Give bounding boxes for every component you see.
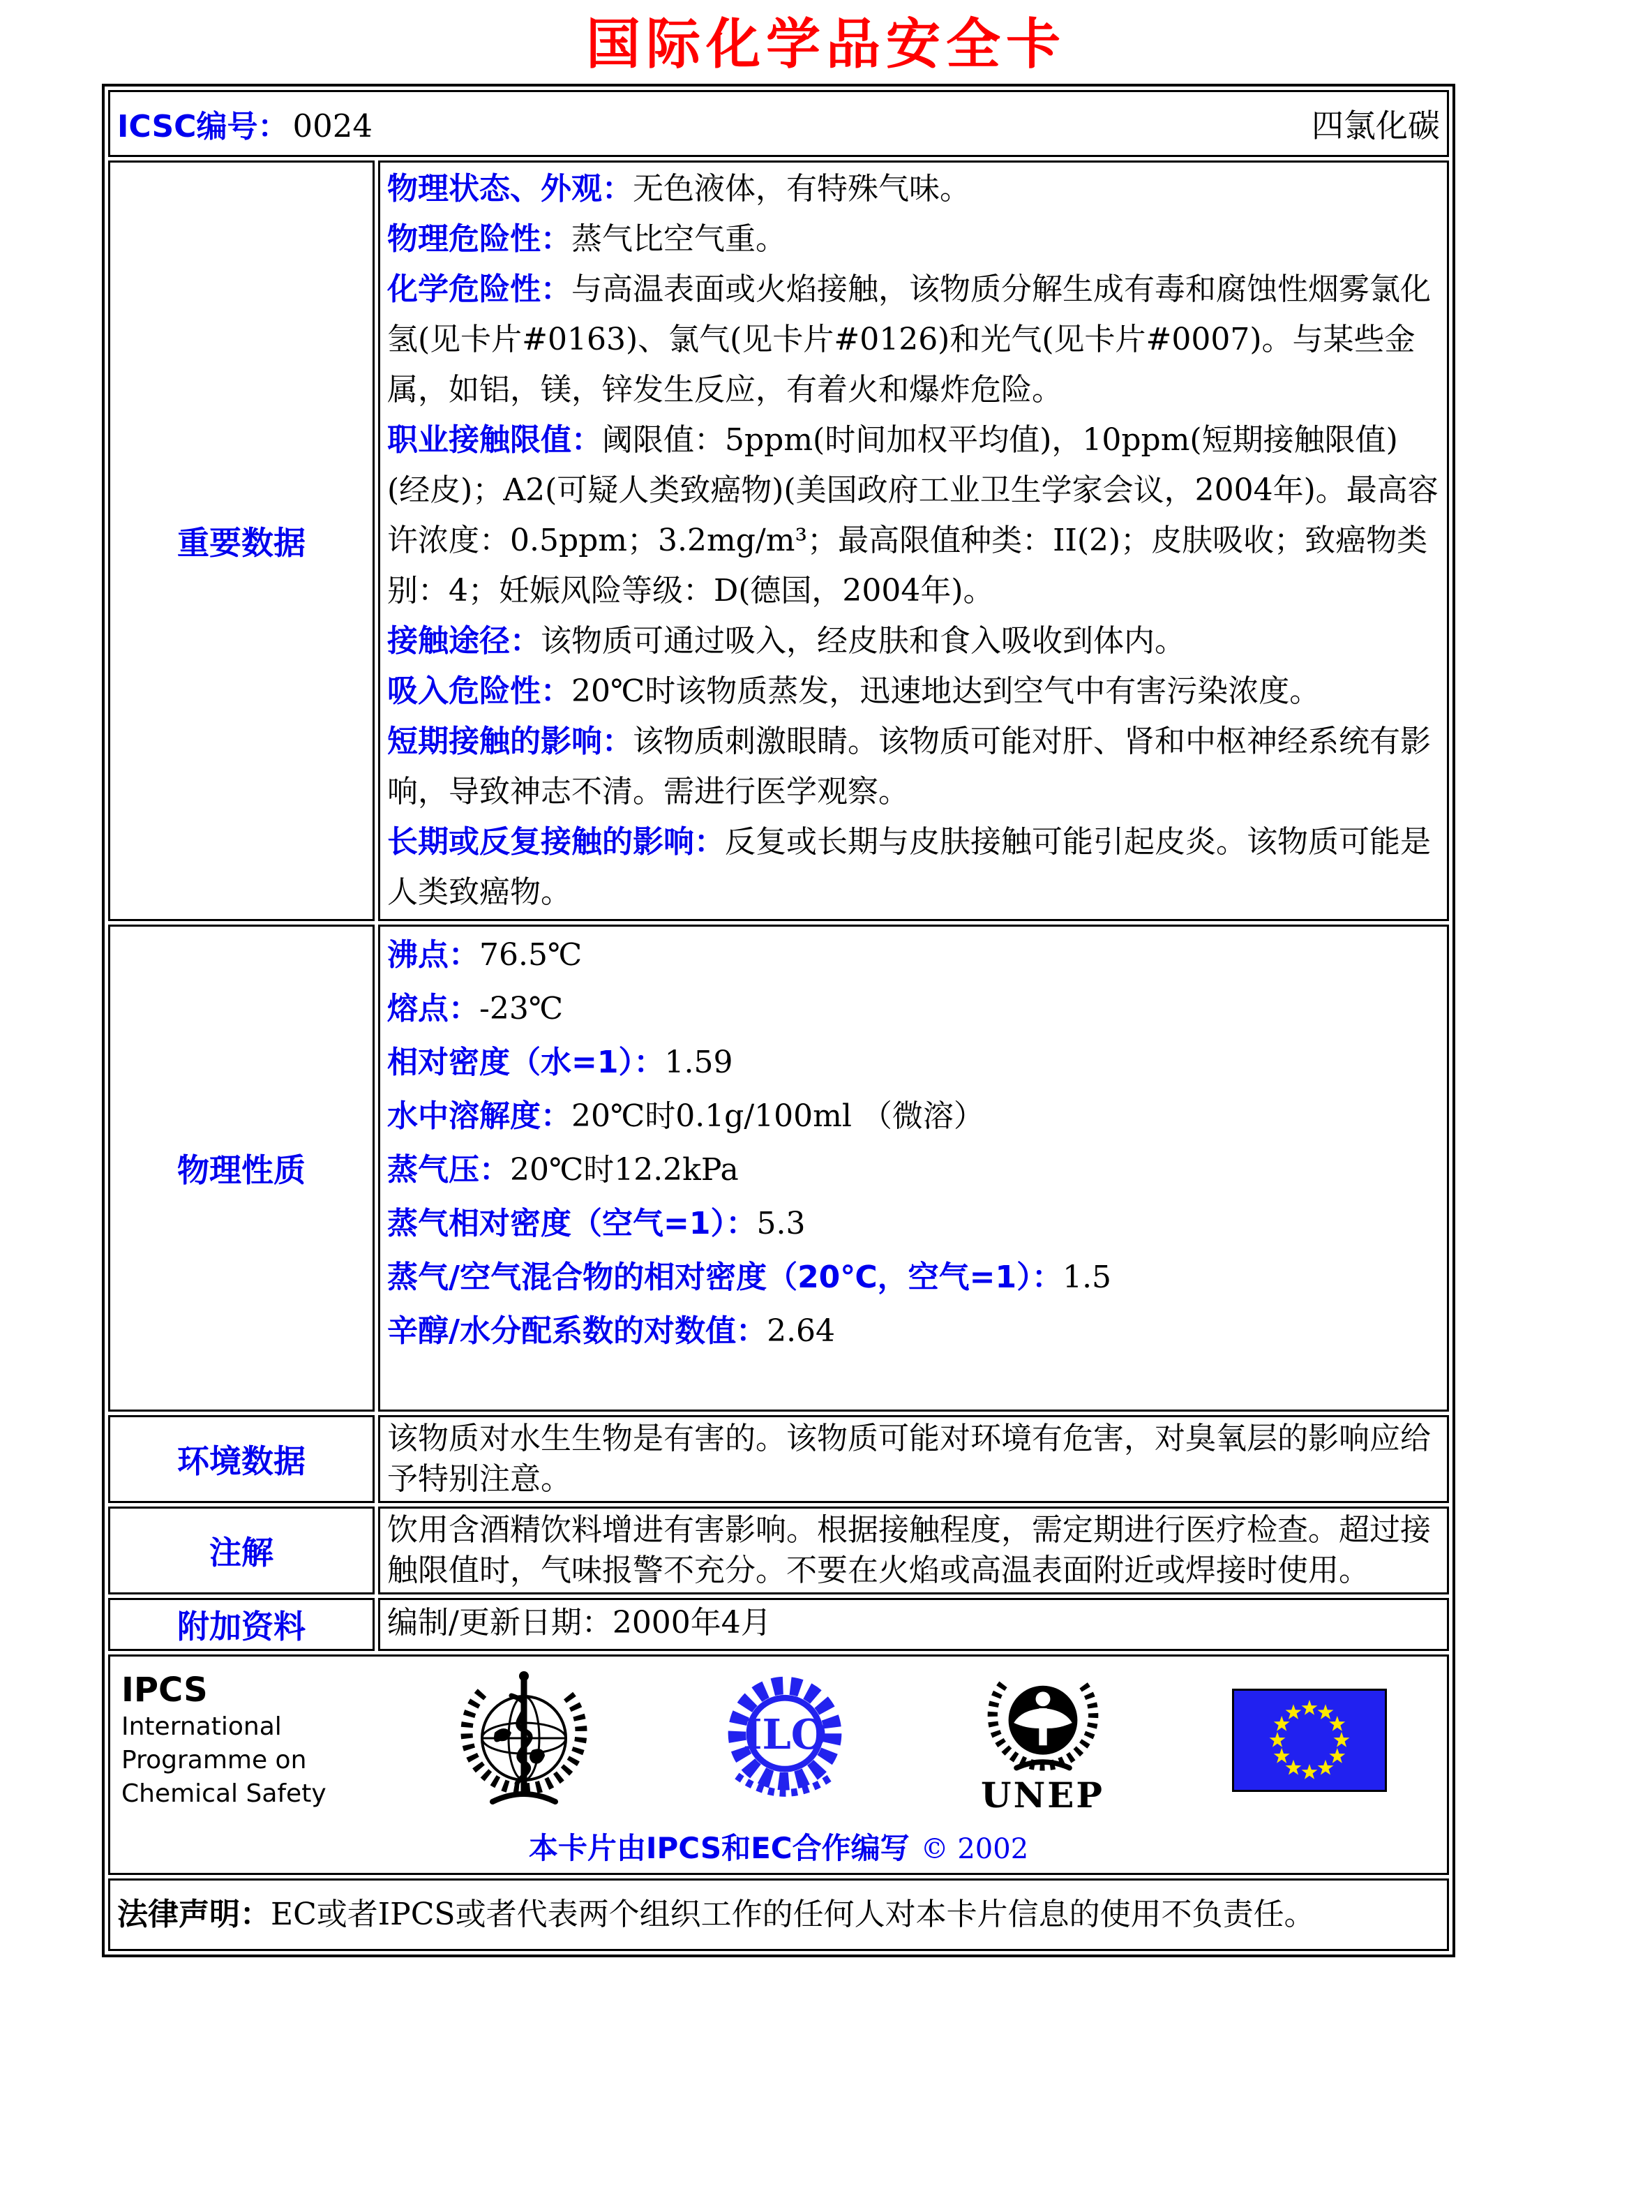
property-value: 20℃时12.2kPa [510, 1152, 739, 1188]
property-label: 职业接触限值： [387, 422, 602, 458]
footer-logos-cell [108, 1654, 1449, 1875]
property-value: 反复或长期与皮肤接触可能引起皮炎。该物质可能是人类致癌物。 [387, 824, 1431, 910]
unep-logo-text: UNEP [980, 1774, 1104, 1816]
property-label: 化学危险性： [387, 271, 571, 307]
footer-caption-text: 本卡片由IPCS和EC合作编写 [528, 1831, 910, 1865]
property-label: 长期或反复接触的影响： [387, 824, 725, 860]
property-label: 沸点： [387, 937, 479, 973]
property-value: 2.64 [767, 1313, 836, 1349]
section-content-additional-information: 编制/更新日期：2000年4月 [378, 1598, 1449, 1651]
ipcs-subtitle-line: Programme on [121, 1746, 307, 1774]
property-entry [387, 717, 1440, 817]
section-content-important-data [378, 160, 1449, 921]
section-row-physical-properties [108, 925, 1449, 1412]
property-entry [387, 616, 1440, 666]
property-label: 蒸气压： [387, 1152, 510, 1188]
section-content-physical-properties [378, 925, 1449, 1412]
section-label-additional-information: 附加资料 [108, 1598, 375, 1651]
icsc-number-label: ICSC编号： [117, 109, 289, 144]
section-content-environmental-data: 该物质对水生生物是有害的。该物质可能对环境有危害，对臭氧层的影响应给予特别注意。 [378, 1415, 1449, 1503]
legal-notice-cell [108, 1878, 1449, 1951]
icsc-card-table [102, 84, 1455, 1957]
property-label: 物理危险性： [387, 221, 571, 257]
property-value: 76.5℃ [479, 937, 583, 973]
unep-logo-block [977, 1667, 1109, 1814]
property-value: -23℃ [479, 991, 564, 1026]
ipcs-title: IPCS [121, 1671, 208, 1710]
footer-caption [110, 1825, 1447, 1867]
property-value: 1.5 [1062, 1260, 1112, 1295]
section-label-physical-properties: 物理性质 [108, 925, 375, 1412]
section-label-important-data: 重要数据 [108, 160, 375, 921]
ipcs-text-block [121, 1670, 331, 1811]
who-logo-icon [454, 1666, 594, 1814]
property-value: 蒸气比空气重。 [571, 221, 786, 257]
footer-logos-row [108, 1654, 1449, 1875]
ilo-logo-icon [716, 1666, 853, 1814]
section-row-notes [108, 1507, 1449, 1594]
page-title: 国际化学品安全卡 [585, 13, 1066, 76]
eu-flag-icon [1232, 1689, 1387, 1792]
property-label: 蒸气/空气混合物的相对密度（20℃，空气=1）： [387, 1260, 1063, 1295]
section-label-environmental-data: 环境数据 [108, 1415, 375, 1503]
section-row-environmental-data [108, 1415, 1449, 1503]
property-entry [387, 415, 1440, 616]
property-entry [387, 214, 1440, 264]
chemical-name: 四氯化碳 [1312, 107, 1440, 144]
property-value: 该物质刺激眼睛。该物质可能对肝、肾和中枢神经系统有影响，导致神志不清。需进行医学观察。 [387, 724, 1431, 809]
property-value: 1.59 [664, 1045, 733, 1080]
property-value: 该物质可通过吸入，经皮肤和食入吸收到体内。 [541, 623, 1185, 659]
property-label: 短期接触的影响： [387, 724, 633, 759]
property-label: 物理状态、外观： [387, 171, 633, 207]
property-entry [387, 1304, 1440, 1358]
property-label: 吸入危险性： [387, 673, 571, 709]
property-value: 20℃时0.1g/100ml （微溶） [571, 1098, 984, 1134]
property-entry [387, 1197, 1440, 1250]
property-label: 熔点： [387, 991, 479, 1026]
property-label: 水中溶解度： [387, 1098, 571, 1134]
property-entry [387, 666, 1440, 717]
property-entry [387, 264, 1440, 415]
ipcs-subtitle-line: Chemical Safety [121, 1779, 326, 1808]
legal-notice-label: 法律声明： [117, 1897, 271, 1932]
section-row-additional-information [108, 1598, 1449, 1651]
property-label: 相对密度（水=1）： [387, 1045, 665, 1080]
unep-logo-icon [977, 1667, 1109, 1779]
legal-notice-row [108, 1878, 1449, 1951]
icsc-number-value: 0024 [292, 107, 373, 144]
section-content-notes: 饮用含酒精饮料增进有害影响。根据接触程度，需定期进行医疗检查。超过接触限值时，气味报警不充分。不要在火焰或高温表面附近或焊接时使用。 [378, 1507, 1449, 1594]
header-row [108, 90, 1449, 157]
property-value: 阈限值：5ppm(时间加权平均值)，10ppm(短期接触限值)(经皮)；A2(可疑人类致癌物)(美国政府工业卫生学家会议，2004年)。最高容许浓度：0.5ppm；3.2mg/m³；最高限值种类：II(2)；皮肤吸收；致癌物类别：4；妊娠风险等级：D(德国，2004年)。 [387, 422, 1439, 608]
property-value: 20℃时该物质蒸发，迅速地达到空气中有害污染浓度。 [571, 673, 1321, 709]
property-entry [387, 1143, 1440, 1197]
legal-notice-text: EC或者IPCS或者代表两个组织工作的任何人对本卡片信息的使用不负责任。 [271, 1897, 1315, 1932]
footer-copyright: © 2002 [920, 1833, 1029, 1865]
property-value: 无色液体，有特殊气味。 [633, 171, 970, 207]
property-entry [387, 817, 1440, 918]
property-value: 5.3 [756, 1206, 806, 1241]
property-entry [387, 1089, 1440, 1143]
property-entry [387, 1036, 1440, 1089]
section-row-important-data [108, 160, 1449, 921]
ilo-logo-text: ILO [742, 1710, 827, 1758]
property-entry [387, 982, 1440, 1036]
icsc-number-group [117, 101, 373, 146]
property-label: 接触途径： [387, 623, 541, 659]
section-label-notes: 注解 [108, 1507, 375, 1594]
property-entry [387, 164, 1440, 214]
property-label: 辛醇/水分配系数的对数值： [387, 1313, 767, 1349]
property-value: 与高温表面或火焰接触，该物质分解生成有毒和腐蚀性烟雾氯化氢(见卡片#0163)、氯气(见卡片#0126)和光气(见卡片#0007)。与某些金属，如铝，镁，锌发生反应，有着火和爆炸危险。 [387, 271, 1431, 408]
property-entry [387, 928, 1440, 982]
ipcs-subtitle-line: International [121, 1712, 282, 1741]
header-cell [108, 90, 1449, 157]
property-entry [387, 1250, 1440, 1304]
property-label: 蒸气相对密度（空气=1）： [387, 1206, 757, 1241]
